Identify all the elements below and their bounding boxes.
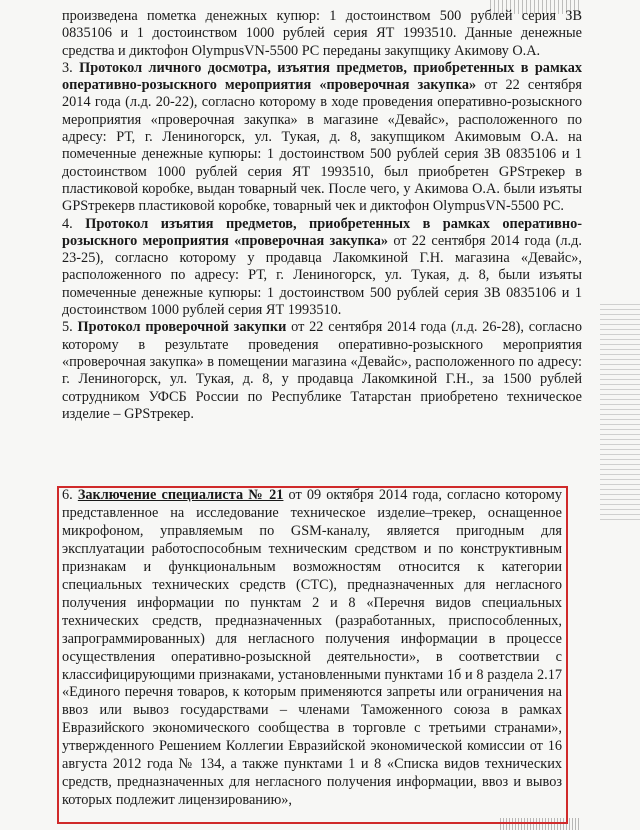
paragraph-text: от 22 сентября 2014 года (л.д. 23-25), согласно которому у продавца Лакомкиной Г.Н. магазина «Девайс», расположенного по адресу: РТ, г. Лениногорск, ул. Тукая, д. 8, были изъяты помеченные денежные купюры: 1 достоинством 500 рублей серия ЗВ 0835106 и 1 достоинством 1000 рублей серия ЯТ 1993510. — [62, 232, 582, 319]
scan-artifact-right — [600, 300, 640, 520]
document-body — [62, 8, 582, 423]
paragraph-4 — [62, 216, 582, 320]
paragraph-heading: Протокол личного досмотра, изъятия предметов, приобретенных в рамках оперативно-розыскного мероприятия «проверочная закупка» — [62, 59, 582, 94]
paragraph-text: от 22 сентября 2014 года (л.д. 20-22), согласно которому в ходе проведения оперативно-розыскного мероприятия «проверочная закупка» в магазине «Девайс», расположенного по адресу: РТ, г. Лениногорск, ул. Тукая, д. 8, закупщиком Акимовым О.А. на помеченные денежные купюры: 1 достоинством 500 рублей серия ЗВ 0835106 и 1 достоинством 1000 рублей серия ЯТ 1993510, был приобретен GPSтрекер в пластиковой коробке, выдан товарный чек. После чего, у Акимова О.А. были изъяты GPSтрекерв пластиковой коробке, товарный чек и диктофон OlympusVN-5500 PC. — [62, 77, 582, 215]
paragraph-3 — [62, 60, 582, 216]
paragraph-continuation — [62, 8, 582, 60]
paragraph-number: 6. — [62, 487, 73, 503]
paragraph-6-highlighted — [62, 487, 562, 810]
paragraph-number: 3. — [62, 59, 73, 76]
paragraph-text: произведена пометка денежных купюр: 1 достоинством 500 рублей серия ЗВ 0835106 и 1 достоинством 1000 рублей серия ЯТ 1993510. Данные денежные средства и диктофон OlympusVN-5500 PC переданы закупщику Акимову О.А. — [62, 8, 582, 59]
paragraph-heading: Протокол изъятия предметов, приобретенных в рамках оперативно-розыскного мероприятия «проверочная закупка» — [62, 215, 582, 249]
paragraph-5 — [62, 319, 582, 423]
paragraph-heading: Заключение специалиста № 21 — [77, 487, 284, 503]
paragraph-number: 4. — [62, 215, 73, 232]
paragraph-number: 5. — [62, 319, 73, 336]
paragraph-heading: Протокол проверочной закупки — [77, 319, 287, 336]
paragraph-text: от 22 сентября 2014 года (л.д. 26-28), согласно которому в результате проведения оперативно-розыскного мероприятия «проверочная закупка» в помещении магазина «Девайс», расположенного по адресу: г. Лениногорск, ул. Тукая, д. 8, у продавца Лакомкиной Г.Н., за 1500 рублей сотрудником УФСБ России по Республике Татарстан приобретено техническое изделие – GPSтрекер. — [62, 319, 582, 422]
paragraph-text: от 09 октября 2014 года, согласно которому представленное на исследование техническое изделие–трекер, оснащенное микрофоном, управляемым по GSM-каналу, является пригодным для эксплуатации работоспособным техническим средством и по конструктивным признакам и функциональным возможностям относится к категории специальных технических средств (СТС), предназначенных для негласного получения информации по пунктам 2 и 8 «Перечня видов специальных технических средств, предназначенных (разработанных, приспособленных, запрограммированных) для негласного получения информации в процессе осуществления оперативно-розыскной деятельности», в соответствии с классифицирующими признаками, установленными пунктами 1б и 8 раздела 2.17 «Единого перечня товаров, к которым применяются запреты или ограничения на ввоз или вывоз государствами – членами Таможенного союза в рамках Евразийского экономического сообщества в торговле с третьими странами», утвержденного Решением Коллегии Евразийской экономической комиссии от 16 августа 2012 года № 134, а также пунктами 1 и 8 «Списка видов технических средств, предназначенных для негласного получения информации, ввоз и вывоз которых подлежит лицензированию», — [62, 487, 562, 809]
